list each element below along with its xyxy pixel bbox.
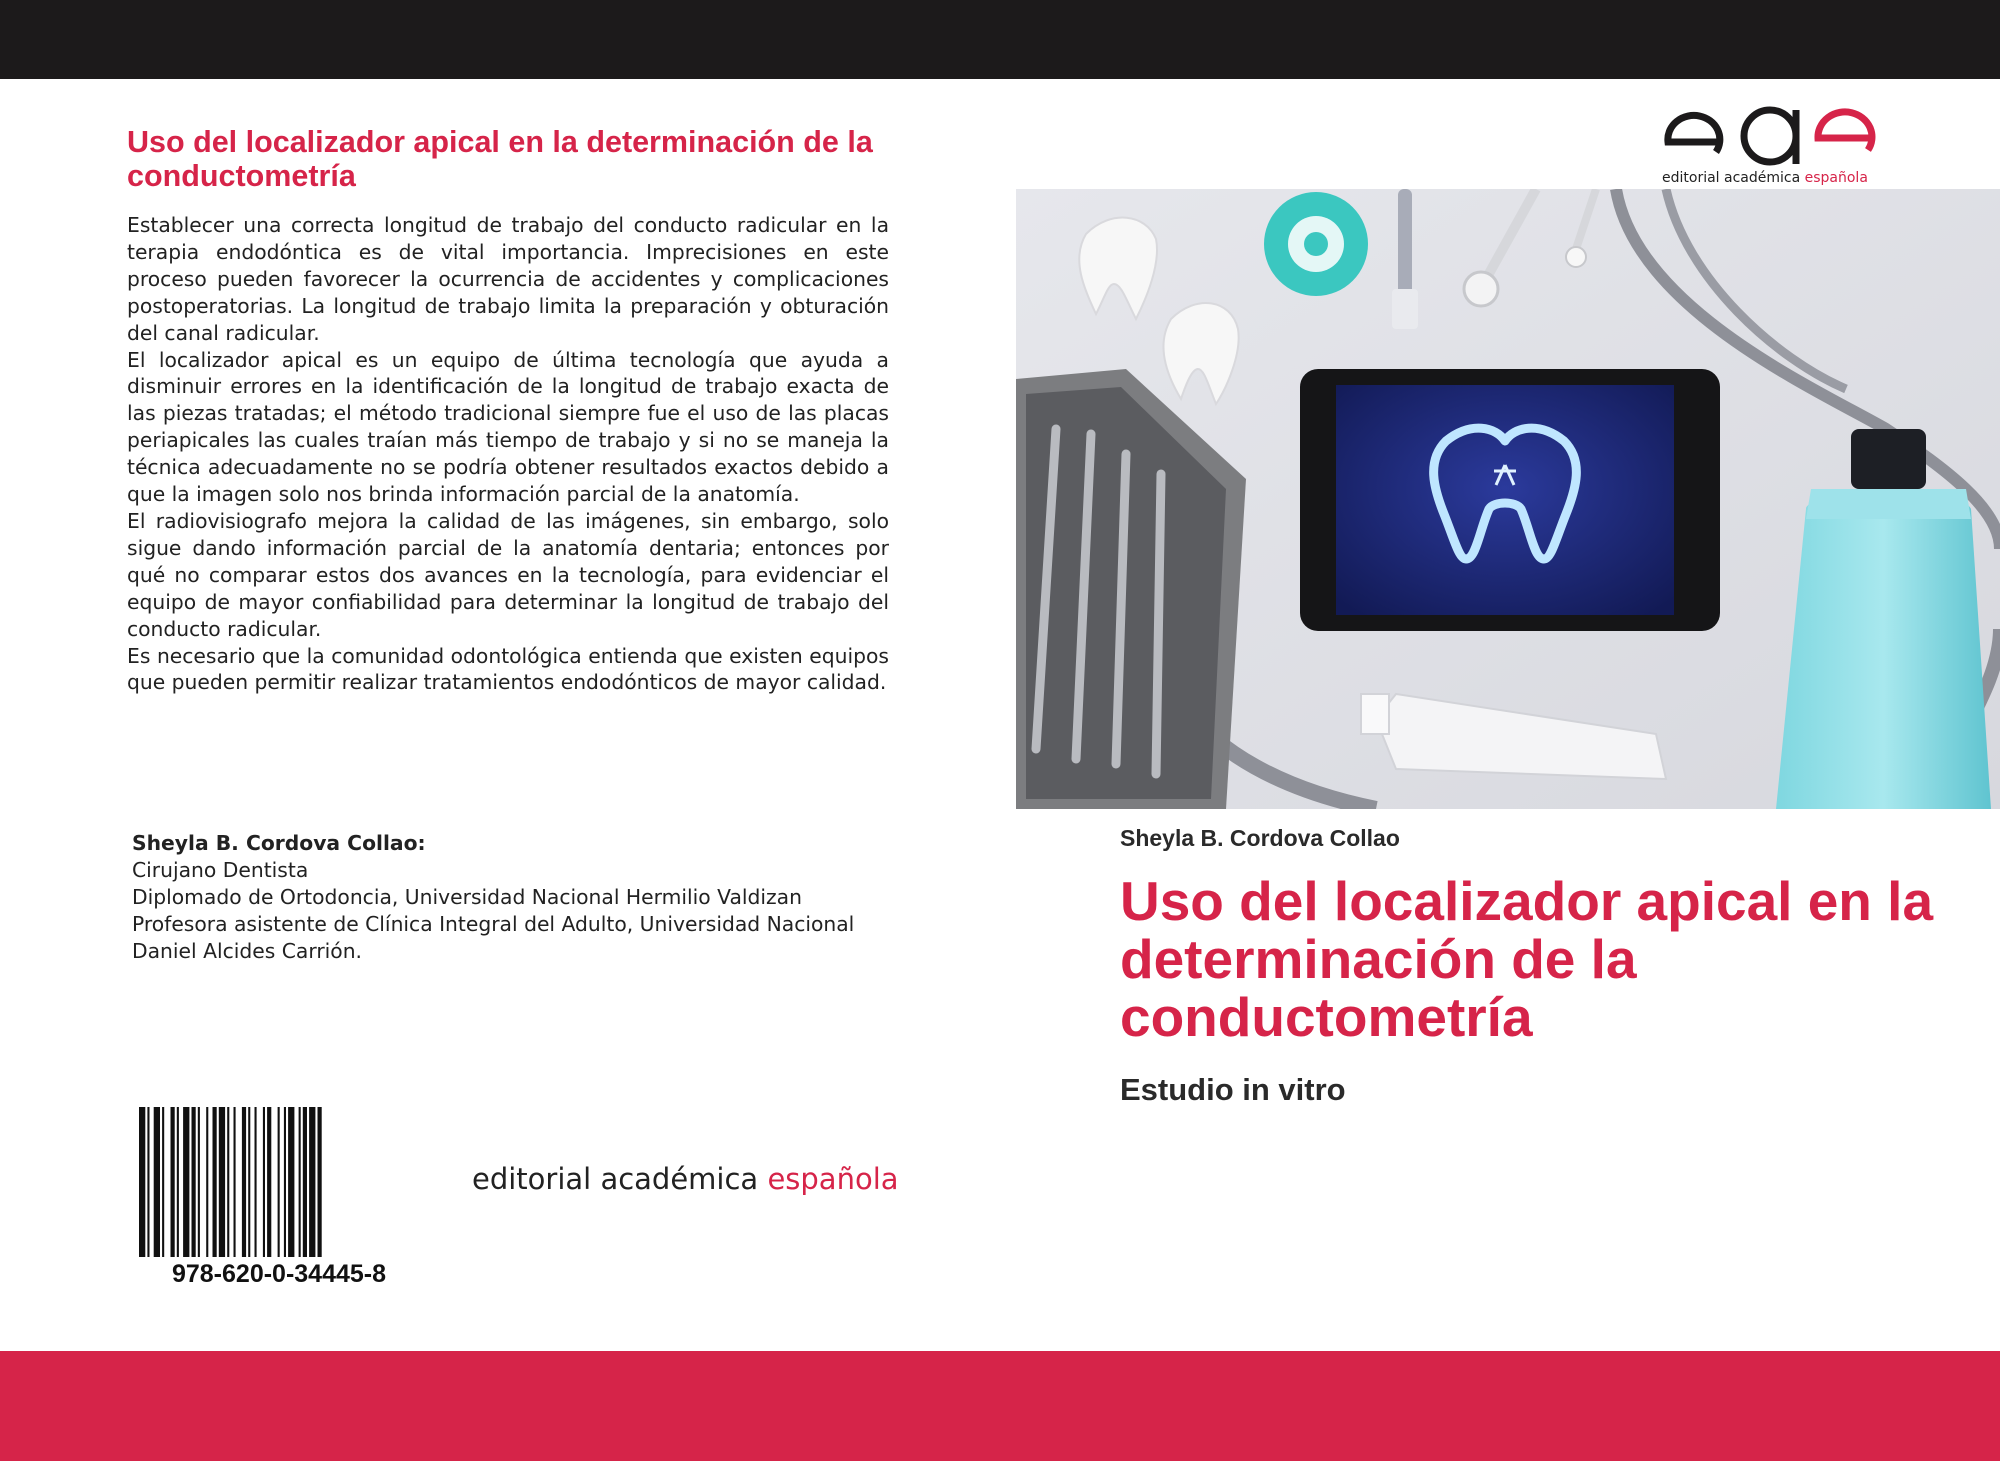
- barcode-bar: [192, 1107, 196, 1257]
- barcode-bar: [213, 1107, 217, 1257]
- barcode-bar: [227, 1107, 229, 1257]
- barcode-bar: [288, 1107, 294, 1257]
- barcode-bar: [206, 1107, 208, 1257]
- author-bio-line: Daniel Alcides Carrión.: [132, 938, 363, 963]
- barcode-bar: [299, 1107, 301, 1257]
- barcode-bar: [139, 1107, 145, 1257]
- barcode-bar: [198, 1107, 200, 1257]
- barcode-bar: [162, 1107, 164, 1257]
- barcode-bar: [284, 1107, 286, 1257]
- barcode: [139, 1107, 419, 1257]
- author-bio-name: Sheyla B. Cordova Collao:: [132, 831, 426, 855]
- front-title: Uso del localizador apical en la determinación de la conductometría: [1120, 870, 1934, 1048]
- barcode-bar: [318, 1107, 322, 1257]
- barcode-bar: [248, 1107, 250, 1257]
- barcode-bar: [242, 1107, 246, 1257]
- author-bio: [132, 830, 912, 965]
- front-author: Sheyla B. Cordova Collao: [1120, 825, 1400, 851]
- blurb-paragraph: Es necesario que la comunidad odontológica entienda que existen equipos que pueden permitir realizar tratamientos endodónticos de mayor calidad.: [127, 643, 889, 695]
- isbn-number: 978-620-0-34445-8: [171, 1260, 387, 1288]
- publisher-name: [472, 1162, 899, 1196]
- bottom-band: [0, 1351, 2000, 1461]
- barcode-bar: [234, 1107, 236, 1257]
- top-band: [0, 0, 2000, 79]
- blurb-paragraph: El radiovisiografo mejora la calidad de las imágenes, sin embargo, solo sigue dando información parcial de la anatomía dentaria; entonces por qué no comparar estos dos avances en la tecnología, para evidenciar el equipo de mayor confiabilidad para determinar la longitud de trabajo del conducto radicular.: [127, 508, 889, 641]
- blurb-paragraph: El localizador apical es un equipo de última tecnología que ayuda a disminuir errores en la identificación de la longitud de trabajo exacta de las piezas tratadas; el método tradicional siempre fue el uso de las placas periapicales las cuales traían más tiempo de trabajo y si no se maneja la técnica adecuadamente no se podría obtener resultados exactos debido a que la imagen solo nos brinda información parcial de la anatomía.: [127, 347, 889, 507]
- cover-photo: [1016, 189, 2000, 809]
- author-bio-line: Diplomado de Ortodoncia, Universidad Nacional Hermilio Valdizan: [132, 884, 802, 909]
- barcode-bar: [263, 1107, 265, 1257]
- front-subtitle: Estudio in vitro: [1120, 1072, 1346, 1107]
- barcode-bar: [154, 1107, 160, 1257]
- logo-caption-part2: española: [1804, 170, 1868, 186]
- barcode-bar: [183, 1107, 189, 1257]
- barcode-bar: [303, 1107, 307, 1257]
- logo-caption: [1662, 170, 1884, 186]
- eae-logo: [1660, 98, 1882, 193]
- back-cover-blurb: [127, 212, 889, 696]
- publisher-name-part2: española: [767, 1162, 899, 1196]
- eae-logo-mark: [1660, 98, 1882, 168]
- logo-caption-part1: editorial académica: [1662, 170, 1801, 186]
- barcode-bar: [267, 1107, 271, 1257]
- author-bio-line: Cirujano Dentista: [132, 857, 309, 882]
- barcode-bar: [171, 1107, 175, 1257]
- back-cover-title: Uso del localizador apical en la determinación de la conductometría: [127, 125, 873, 193]
- publisher-name-part1: editorial académica: [472, 1162, 759, 1196]
- barcode-bar: [255, 1107, 257, 1257]
- blurb-paragraph: Establecer una correcta longitud de trabajo del conducto radicular en la terapia endodóntica es de vital importancia. Imprecisiones en este proceso pueden favorecer la ocurrencia de accidentes y complicaciones postoperatorias. La longitud de trabajo limita la preparación y obturación del canal radicular.: [127, 213, 889, 345]
- barcode-bar: [278, 1107, 280, 1257]
- barcode-bar: [177, 1107, 179, 1257]
- barcode-bar: [309, 1107, 315, 1257]
- barcode-bar: [219, 1107, 225, 1257]
- barcode-bar: [147, 1107, 149, 1257]
- author-bio-line: Profesora asistente de Clínica Integral del Adulto, Universidad Nacional: [132, 911, 855, 936]
